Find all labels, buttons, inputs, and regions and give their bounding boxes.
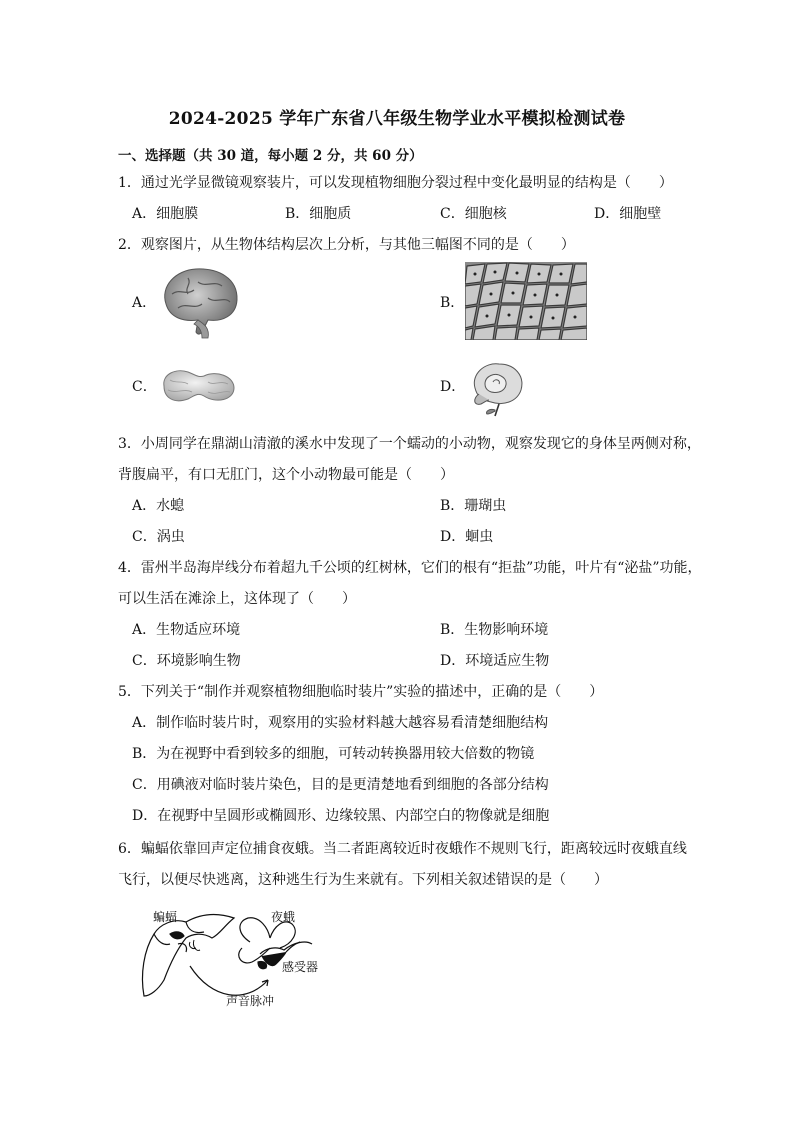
question-6-stem-line-1: 6．蝙蝠依靠回声定位捕食夜蛾。当二者距离较近时夜蛾作不规则飞行，距离较远时夜蛾直线 (118, 841, 687, 857)
q3-option-b[interactable]: B．珊瑚虫 (440, 498, 507, 514)
receptor-label: 感受器 (282, 960, 319, 974)
bat-icon (142, 915, 234, 996)
q1-option-a[interactable]: A．细胞膜 (132, 206, 199, 222)
q5-option-d[interactable]: D．在视野中呈圆形或椭圆形、边缘较黑、内部空白的物像就是细胞 (132, 808, 550, 824)
question-2-stem: 2．观察图片，从生物体结构层次上分析，与其他三幅图不同的是（ ） (118, 237, 575, 253)
q3-option-c[interactable]: C．涡虫 (132, 529, 185, 545)
q3-option-a[interactable]: A．水螅 (132, 498, 185, 514)
q4-option-d[interactable]: D．环境适应生物 (440, 653, 550, 669)
q2-option-c[interactable]: C． (132, 379, 157, 395)
sound-pulse-label: 声音脉冲 (226, 994, 275, 1008)
q4-option-c[interactable]: C．环境影响生物 (132, 653, 241, 669)
q2-option-d[interactable]: D． (440, 379, 466, 395)
q5-option-b[interactable]: B．为在视野中看到较多的细胞，可转动转换器用较大倍数的物镜 (132, 746, 535, 762)
section-heading: 一、选择题（共 30 道，每小题 2 分，共 60 分） (118, 148, 423, 164)
question-5-stem: 5．下列关于“制作并观察植物细胞临时装片”实验的描述中，正确的是（ ） (118, 684, 604, 700)
q5-option-a[interactable]: A．制作临时装片时，观察用的实验材料越大越容易看清楚细胞结构 (132, 715, 549, 731)
bat-label: 蝙蝠 (153, 910, 178, 924)
moth-label: 夜蛾 (271, 910, 296, 924)
q2-option-a[interactable]: A． (132, 295, 157, 311)
q3-option-d[interactable]: D．蛔虫 (440, 529, 494, 545)
question-6-stem-line-2: 飞行，以便尽快逃离，这种逃生行为生来就有。下列相关叙述错误的是（ ） (118, 872, 608, 888)
page-title: 2024-2025 学年广东省八年级生物学业水平模拟检测试卷 (168, 109, 626, 129)
question-4-stem-line-1: 4．雷州半岛海岸线分布着超九千公顷的红树林，它们的根有“拒盐”功能，叶片有“泌盐”功能， (118, 560, 702, 576)
brain-icon (158, 264, 240, 340)
question-3-stem-line-2: 背腹扁平，有口无肛门，这个小动物最可能是（ ） (118, 467, 454, 483)
rose-icon (465, 354, 529, 418)
q5-option-c[interactable]: C．用碘液对临时装片染色，目的是更清楚地看到细胞的各部分结构 (132, 777, 549, 793)
q4-option-b[interactable]: B．生物影响环境 (440, 622, 549, 638)
question-4-stem-line-2: 可以生活在滩涂上，这体现了（ ） (118, 591, 356, 607)
question-3-stem-line-1: 3．小周同学在鼎湖山清澈的溪水中发现了一个蠕动的小动物，观察发现它的身体呈两侧对称， (118, 436, 701, 452)
q4-option-a[interactable]: A．生物适应环境 (132, 622, 241, 638)
question-1-stem: 1．通过光学显微镜观察装片，可以发现植物细胞分裂过程中变化最明显的结构是（ ） (118, 175, 673, 191)
q1-option-d[interactable]: D．细胞壁 (594, 206, 662, 222)
peanut-icon (158, 366, 238, 404)
q2-option-b[interactable]: B． (440, 295, 465, 311)
q1-option-b[interactable]: B．细胞质 (285, 206, 352, 222)
q1-option-c[interactable]: C．细胞核 (440, 206, 507, 222)
cell-tissue-icon (465, 262, 587, 340)
